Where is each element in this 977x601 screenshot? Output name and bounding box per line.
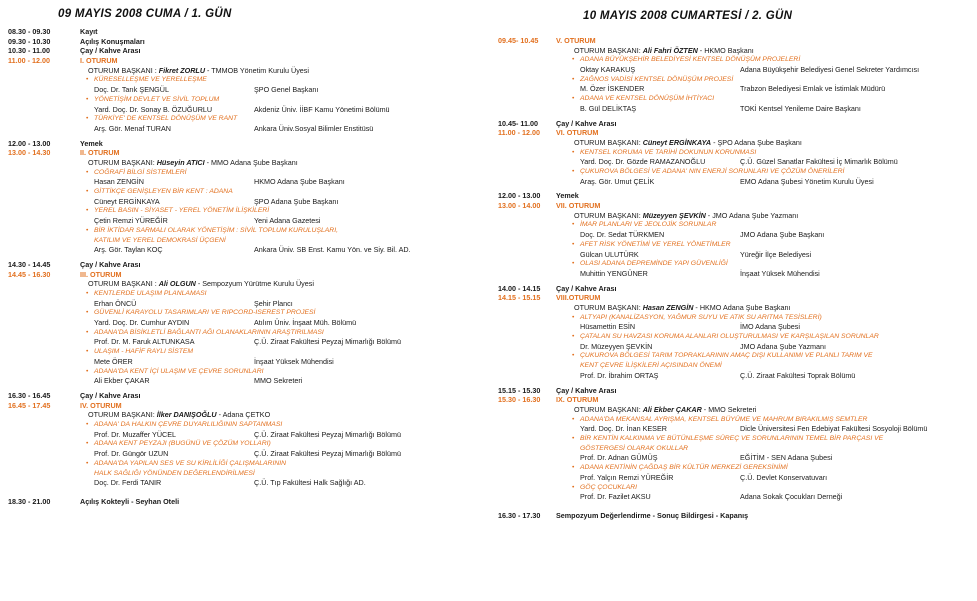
- chair-prefix: OTURUM BAŞKANI:: [88, 157, 157, 167]
- time-slot: 13.00 - 14.30: [8, 148, 51, 158]
- session-9-row: [498, 395, 968, 405]
- speaker-row: [498, 473, 968, 483]
- session-6-row: [498, 128, 968, 138]
- chair-prefix: OTURUM BAŞKANI:: [574, 45, 643, 55]
- talk-title-cont: GÖSTERGESİ OLARAK OKULLAR: [580, 444, 689, 452]
- chair-name: Hüseyin ATICI: [156, 157, 205, 167]
- lunch-row: [498, 191, 968, 201]
- talk-title: • ADANA'DA MEKANSAL AYRIŞMA, KENTSEL BÜYÜME VE MAHRUM BIRAKILMIŞ SEMTLER: [498, 415, 968, 425]
- speaker-row: [498, 250, 968, 260]
- session-3-row: [8, 270, 470, 280]
- talk-title: • ADANA BÜYÜKŞEHİR BELEDİYESİ KENTSEL DÖNÜŞÜM PROJELERİ: [498, 55, 968, 65]
- chair-org: - TMMOB Yönetim Kurulu Üyesi: [205, 65, 309, 75]
- speaker-affiliation: JMO Adana Şube Başkanı: [740, 230, 825, 240]
- speaker-affiliation: Yüreğir İlçe Belediyesi: [740, 249, 812, 259]
- speaker-row: [498, 269, 968, 279]
- chair-prefix: OTURUM BAŞKANI :: [88, 65, 159, 75]
- spacer: [8, 488, 470, 497]
- speaker-row: [498, 453, 968, 463]
- time-slot: 11.00 - 12.00: [8, 56, 50, 66]
- speaker-affiliation: Ç.Ü. Ziraat Fakültesi Peyzaj Mimarlığı Bölümü: [254, 449, 401, 459]
- slot-label: Sempozyum Değerlendirme - Sonuç Bildirgesi - Kapanış: [556, 510, 749, 520]
- chair-org: - Sempozyum Yürütme Kurulu Üyesi: [195, 279, 314, 289]
- talk-title: • TÜRKİYE' DE KENTSEL DÖNÜŞÜM VE RANT: [8, 114, 470, 124]
- spacer: [498, 502, 968, 511]
- session-4-row: [8, 401, 470, 411]
- chair-name: Ali OLGUN: [158, 279, 196, 289]
- talk-title: • ÇATALAN SU HAVZASI KORUMA ALANLARI OLUŞTURULMASI VE KARŞILAŞILAN SORUNLAR: [498, 332, 968, 342]
- session-1-row: [8, 56, 470, 66]
- speaker-row: [498, 342, 968, 352]
- speaker-name: Prof. Dr. M. Faruk ALTUNKASA: [94, 337, 195, 347]
- session-7-row: [498, 201, 968, 211]
- speaker-affiliation: ŞPO Adana Şube Başkanı: [254, 196, 339, 206]
- talk-title: • KENTSEL KORUMA VE TARİHİ DOKUNUN KORUNMASI: [498, 148, 968, 158]
- speaker-row: [8, 449, 470, 459]
- speaker-name: Doç. Dr. Sedat TÜRKMEN: [580, 230, 665, 240]
- talk-title: • BİR İKTİDAR SARMALI OLARAK YÖNETİŞİM : SİVİL TOPLUM KURULUŞLARI,: [8, 226, 470, 236]
- speaker-affiliation: Ç.Ü. Devlet Konservatuvarı: [740, 472, 828, 482]
- chair-name: Müzeyyen ŞEVKİN: [642, 210, 706, 220]
- chair-prefix: OTURUM BAŞKANI:: [574, 137, 643, 147]
- slot-label: Yemek: [80, 138, 103, 148]
- speaker-affiliation: Ç.Ü. Ziraat Fakültesi Peyzaj Mimarlığı Bölümü: [254, 337, 401, 347]
- time-slot: 11.00 - 12.00: [498, 128, 540, 138]
- speaker-name: Muhittin YENGÜNER: [580, 268, 648, 278]
- speaker-row: [498, 104, 968, 114]
- time-slot: 09.45- 10.45: [498, 36, 539, 45]
- speaker-affiliation: MMO Sekreteri: [254, 376, 303, 386]
- slot-label: Kayıt: [80, 27, 98, 36]
- speaker-affiliation: TOKİ Kentsel Yenileme Daire Başkanı: [740, 103, 861, 113]
- talk-title: • YÖNETİŞİM DEVLET VE SİVİL TOPLUM: [8, 95, 470, 105]
- speaker-name: Hüsamettin ESİN: [580, 322, 636, 332]
- chair-prefix: OTURUM BAŞKANI:: [574, 404, 643, 414]
- break-row: [8, 260, 470, 270]
- chair-org: - HKMO Adana Şube Başkanı: [693, 303, 791, 312]
- time-slot: 10.30 - 11.00: [8, 46, 50, 56]
- day1-item-row: [8, 37, 470, 47]
- speaker-row: [498, 371, 968, 381]
- time-slot: 12.00 - 13.00: [8, 138, 51, 148]
- session-8-row: [498, 293, 968, 303]
- chair-prefix: OTURUM BAŞKANI:: [574, 303, 643, 312]
- slot-label: II. OTURUM: [80, 148, 120, 158]
- closing-event-row: [8, 497, 470, 507]
- talk-title: • ALTYAPI (KANALİZASYON, YAĞMUR SUYU VE ATIK SU ARITMA TESİSLERİ): [498, 313, 968, 323]
- day2-column: [498, 0, 968, 521]
- time-slot: 16.30 - 17.30: [498, 510, 541, 520]
- speaker-row: [8, 245, 470, 255]
- session-chair: [8, 410, 470, 420]
- session-chair: [498, 211, 968, 221]
- speaker-name: Yard. Doç. Dr. İnan KESER: [580, 424, 667, 434]
- day1-column: [8, 0, 470, 507]
- speaker-row: [8, 376, 470, 386]
- chair-name: İlker DANIŞOĞLU: [156, 410, 217, 420]
- speaker-affiliation: JMO Adana Şube Yazmanı: [740, 341, 827, 351]
- talk-title: • GÜVENLİ KARAYOLU TASARIMLARI VE RIPCORD-ISEREST PROJESİ: [8, 308, 470, 318]
- speaker-row: [8, 216, 470, 226]
- day1-item-row: [8, 46, 470, 56]
- time-slot: 10.45- 11.00: [498, 118, 538, 128]
- speaker-row: [8, 299, 470, 309]
- time-slot: 16.30 - 16.45: [8, 390, 51, 400]
- talk-title: • ULAŞIM - HAFİF RAYLI SİSTEM: [8, 347, 470, 357]
- speaker-affiliation: Atılım Üniv. İnşaat Müh. Bölümü: [254, 318, 357, 328]
- speaker-affiliation: Adana Büyükşehir Belediyesi Genel Sekreter Yardımcısı: [740, 65, 920, 75]
- speaker-row: [498, 157, 968, 167]
- session-chair: [498, 405, 968, 415]
- talk-title-cont: HALK SAĞLIĞI YÖNÜNDEN DEĞERLENDİRİLMESİ: [94, 469, 255, 477]
- chair-name: Hasan ZENGİN: [642, 303, 694, 312]
- speaker-name: Dr. Müzeyyen ŞEVKİN: [580, 341, 653, 351]
- chair-org: - MMO Sekreteri: [701, 404, 757, 414]
- talk-title: • KENTLERDE ULAŞIM PLANLAMASI: [8, 289, 470, 299]
- talk-title: • ADANA' DA HALKIN ÇEVRE DUYARLILIĞININ SAPTANMASI: [8, 420, 470, 430]
- session-chair: [498, 303, 968, 313]
- time-slot: 12.00 - 13.00: [498, 191, 541, 201]
- time-slot: 15.30 - 16.30: [498, 395, 541, 405]
- time-slot: 14.15 - 15.15: [498, 293, 541, 303]
- speaker-affiliation: HKMO Adana Şube Başkanı: [254, 177, 345, 187]
- day1-schedule: [8, 27, 470, 507]
- speaker-affiliation: Ç.Ü. Ziraat Fakültesi Peyzaj Mimarlığı Bölümü: [254, 429, 401, 439]
- chair-name: Ali Ekber ÇAKAR: [642, 404, 702, 414]
- talk-title: • İMAR PLANLARI VE JEOLOJİK SORUNLAR: [498, 220, 968, 230]
- break-row: [498, 386, 968, 396]
- speaker-row: [8, 430, 470, 440]
- speaker-row: [8, 105, 470, 115]
- speaker-name: M. Özer İSKENDER: [580, 84, 645, 94]
- speaker-affiliation: Akdeniz Üniv. İİBF Kamu Yönetimi Bölümü: [254, 104, 390, 114]
- speaker-row: [498, 424, 968, 434]
- day1-item-row: [8, 27, 470, 37]
- speaker-name: Doç. Dr. Ferdi TANIR: [94, 478, 162, 488]
- session-chair: [8, 66, 470, 76]
- speaker-row: [498, 177, 968, 187]
- speaker-name: Prof. Dr. İbrahim ORTAŞ: [580, 370, 659, 380]
- slot-label: V. OTURUM: [556, 36, 596, 45]
- talk-title: • OLASI ADANA DEPREMİNDE YAPI GÜVENLİĞİ: [498, 259, 968, 269]
- slot-label: IV. OTURUM: [80, 400, 122, 410]
- speaker-affiliation: Ç.Ü. Ziraat Fakültesi Toprak Bölümü: [740, 370, 856, 380]
- slot-label: Yemek: [556, 191, 579, 201]
- chair-prefix: OTURUM BAŞKANI:: [574, 210, 643, 220]
- time-slot: 09.30 - 10.30: [8, 36, 51, 46]
- speaker-affiliation: Dicle Üniversitesi Fen Edebiyat Fakültesi Sosyoloji Bölümü: [740, 424, 928, 434]
- speaker-name: Arş. Gör. Taylan KOÇ: [94, 245, 163, 255]
- day1-title: 09 MAYIS 2008 CUMA / 1. GÜN: [58, 8, 232, 20]
- time-slot: 14.30 - 14.45: [8, 259, 51, 269]
- speaker-affiliation: Ç.Ü. Tıp Fakültesi Halk Sağlığı AD.: [254, 478, 366, 488]
- speaker-name: Prof. Dr. Güngör UZUN: [94, 449, 169, 459]
- talk-title: • AFET RİSK YÖNETİMİ VE YEREL YÖNETİMLER: [498, 240, 968, 250]
- talk-title-cont: KENT ÇEVRE İLİŞKİLERİ AÇISINDAN ÖNEMİ: [580, 362, 722, 370]
- talk-title: • ZAĞNOS VADİSİ KENTSEL DÖNÜŞÜM PROJESİ: [498, 75, 968, 85]
- talk-title: • BİR KENTİN KALKINMA VE BÜTÜNLEŞME SÜREÇ VE SORUNLARININ TEMEL BİR PARÇASI VE: [498, 434, 968, 444]
- speaker-row: [8, 124, 470, 134]
- day2-schedule: [498, 36, 968, 521]
- speaker-affiliation: İnşaat Yüksek Mühendisi: [740, 268, 820, 278]
- time-slot: 13.00 - 14.00: [498, 201, 541, 211]
- time-slot: 15.15 - 15.30: [498, 385, 541, 395]
- talk-title-cont: KATILIM VE YEREL DEMOKRASİ ÜÇGENİ: [94, 236, 226, 244]
- chair-org: - Adana ÇETKO: [216, 410, 271, 420]
- break-row: [498, 284, 968, 294]
- talk-title: • ADANA KENTİNİN ÇAĞDAŞ BİR KÜLTÜR MERKEZİ GEREKSİNİMİ: [498, 463, 968, 473]
- speaker-name: Hasan ZENGİN: [94, 177, 144, 187]
- time-slot: 18.30 - 21.00: [8, 496, 51, 506]
- closing-event-row: [498, 511, 968, 521]
- talk-title: • YEREL BASIN - SİYASET - YEREL YÖNETİM İLİŞKİLERİ: [8, 206, 470, 216]
- speaker-name: Gülcan ULUTÜRK: [580, 249, 639, 259]
- talk-title: • ADANA'DA KENT İÇİ ULAŞIM VE ÇEVRE SORUNLARI: [8, 367, 470, 377]
- chair-prefix: OTURUM BAŞKANI:: [88, 410, 157, 420]
- speaker-name: Yard. Doç. Dr. Sonay B. ÖZUĞURLU: [94, 104, 213, 114]
- time-slot: 16.45 - 17.45: [8, 400, 51, 410]
- talk-title: • ADANA KENT PEYZAJI (BUGÜNÜ VE ÇÖZÜM YOLLARI): [8, 439, 470, 449]
- slot-label: VIII.OTURUM: [556, 293, 601, 303]
- slot-label: Açılış Konuşmaları: [80, 36, 145, 46]
- break-row: [498, 119, 968, 129]
- slot-label: I. OTURUM: [80, 56, 118, 66]
- speaker-name: Prof. Dr. Adnan GÜMÜŞ: [580, 453, 658, 463]
- speaker-row: [8, 177, 470, 187]
- speaker-name: Oktay KARAKUŞ: [580, 65, 636, 75]
- session-chair: [8, 158, 470, 168]
- chair-org: - HKMO Başkanı: [697, 45, 754, 55]
- talk-title: • GİTTİKÇE GENİŞLEYEN BİR KENT : ADANA: [8, 187, 470, 197]
- speaker-row: [8, 357, 470, 367]
- speaker-name: Çetin Remzi YÜREĞİR: [94, 216, 168, 226]
- chair-name: Fikret ZORLU: [158, 65, 206, 75]
- speaker-affiliation: Trabzon Belediyesi Emlak ve İstimlak Müdürü: [740, 84, 886, 94]
- speaker-name: B. Gül DELİKTAŞ: [580, 103, 637, 113]
- speaker-name: Ali Ekber ÇAKAR: [94, 376, 150, 386]
- chair-name: Cüneyt ERGİNKAYA: [642, 137, 712, 147]
- speaker-row: [8, 478, 470, 488]
- speaker-affiliation: Adana Sokak Çocukları Derneği: [740, 492, 843, 502]
- slot-label: Açılış Kokteyli - Seyhan Oteli: [80, 496, 180, 506]
- chair-prefix: OTURUM BAŞKANI :: [88, 279, 159, 289]
- time-slot: 08.30 - 09.30: [8, 27, 51, 36]
- slot-label: VII. OTURUM: [556, 201, 601, 211]
- speaker-row: [498, 492, 968, 502]
- session-5-row: [498, 36, 968, 46]
- slot-label: IX. OTURUM: [556, 395, 599, 405]
- speaker-name: Cüneyt ERGİNKAYA: [94, 196, 160, 206]
- speaker-name: Erhan ÖNCÜ: [94, 298, 137, 308]
- speaker-affiliation: İnşaat Yüksek Mühendisi: [254, 356, 334, 366]
- speaker-affiliation: EĞİTİM - SEN Adana Şubesi: [740, 453, 833, 463]
- slot-label: Çay / Kahve Arası: [80, 46, 141, 56]
- session-chair: [498, 138, 968, 148]
- talk-title: • KÜRESELLEŞME VE YERELLEŞME: [8, 75, 470, 85]
- speaker-name: Prof. Dr. Fazilet AKSU: [580, 492, 651, 502]
- speaker-name: Mete ÖRER: [94, 356, 133, 366]
- speaker-affiliation: Ç.Ü. Güzel Sanatlar Fakültesi İç Mimarlık Bölümü: [740, 157, 898, 167]
- lunch-row: [8, 139, 470, 149]
- talk-title: • ADANA VE KENTSEL DÖNÜŞÜM İHTİYACI: [498, 94, 968, 104]
- speaker-affiliation: Şehir Plancı: [254, 298, 293, 308]
- break-row: [8, 391, 470, 401]
- speaker-affiliation: Yeni Adana Gazetesi: [254, 216, 321, 226]
- talk-title: • COĞRAFİ BİLGİ SİSTEMLERİ: [8, 168, 470, 178]
- talk-title: • ADANA'DA YAPILAN SES VE SU KİRLİLİĞİ ÇALIŞMALARININ: [8, 459, 470, 469]
- speaker-affiliation: Ankara Üniv. SB Enst. Kamu Yön. ve Siy. Bil. AD.: [254, 245, 411, 255]
- chair-org: - JMO Adana Şube Yazmanı: [705, 210, 799, 220]
- speaker-name: Yard. Doç. Dr. Gözde RAMAZANOĞLU: [580, 157, 706, 167]
- session-chair: [498, 46, 968, 56]
- slot-label: VI. OTURUM: [556, 128, 599, 138]
- day2-title: 10 MAYIS 2008 CUMARTESİ / 2. GÜN: [583, 10, 793, 22]
- speaker-affiliation: İMO Adana Şubesi: [740, 322, 800, 332]
- slot-label: Çay / Kahve Arası: [80, 259, 141, 269]
- speaker-name: Prof. Yalçın Remzi YÜREĞİR: [580, 472, 674, 482]
- time-slot: 14.00 - 14.15: [498, 283, 541, 293]
- speaker-name: Prof. Dr. Muzaffer YÜCEL: [94, 429, 177, 439]
- chair-org: - MMO Adana Şube Başkanı: [204, 157, 298, 167]
- speaker-affiliation: EMO Adana Şubesi Yönetim Kurulu Üyesi: [740, 176, 874, 186]
- speaker-name: Doç. Dr. Tarık ŞENGÜL: [94, 85, 169, 95]
- speaker-row: [498, 84, 968, 94]
- talk-title: • ADANA'DA BİSİKLETLİ BAĞLANTI AĞI OLANAKLARININ ARAŞTIRILMASI: [8, 328, 470, 338]
- speaker-name: Araş. Gör. Umut ÇELİK: [580, 176, 655, 186]
- slot-label: Çay / Kahve Arası: [556, 385, 617, 395]
- time-slot: 14.45 - 16.30: [8, 269, 51, 279]
- speaker-row: [498, 65, 968, 75]
- speaker-row: [498, 230, 968, 240]
- speaker-affiliation: ŞPO Genel Başkanı: [254, 85, 319, 95]
- speaker-row: [8, 85, 470, 95]
- speaker-row: [8, 197, 470, 207]
- talk-title: • ÇUKUROVA BÖLGESİ VE ADANA' NIN ENERJİ SORUNLARI VE ÇÖZÜM ÖNERİLERİ: [498, 167, 968, 177]
- slot-label: Çay / Kahve Arası: [556, 283, 617, 293]
- speaker-affiliation: Ankara Üniv.Sosyal Bilimler Enstitüsü: [254, 123, 374, 133]
- talk-title: • ÇUKUROVA BÖLGESİ TARIM TOPRAKLARININ AMAÇ DIŞI KULLANIMI VE PLANLI TARIM VE: [498, 351, 968, 361]
- chair-org: - ŞPO Adana Şube Başkanı: [711, 137, 802, 147]
- slot-label: III. OTURUM: [80, 269, 122, 279]
- speaker-name: Arş. Gör. Menaf TURAN: [94, 123, 171, 133]
- talk-title: • GÖÇ ÇOCUKLARI: [498, 483, 968, 493]
- session-chair: [8, 279, 470, 289]
- speaker-row: [8, 337, 470, 347]
- speaker-name: Yard. Doç. Dr. Cumhur AYDIN: [94, 318, 190, 328]
- session-2-row: [8, 148, 470, 158]
- speaker-row: [498, 322, 968, 332]
- speaker-row: [8, 318, 470, 328]
- slot-label: Çay / Kahve Arası: [556, 118, 617, 128]
- chair-name: Ali Fahri ÖZTEN: [642, 45, 698, 55]
- slot-label: Çay / Kahve Arası: [80, 390, 141, 400]
